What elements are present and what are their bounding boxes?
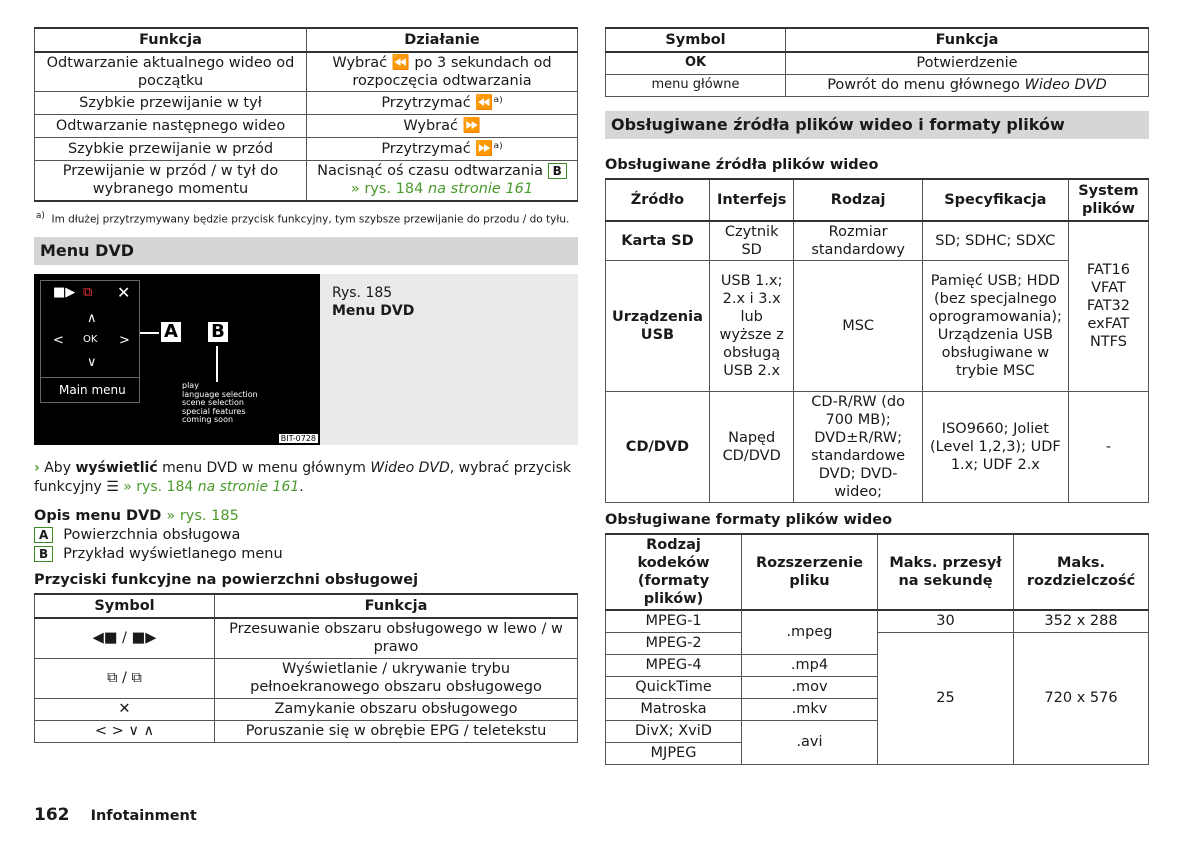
menu-symbol: menu główne	[606, 74, 786, 96]
description-title: Opis menu DVD	[34, 508, 162, 524]
callout-line-a	[140, 332, 160, 334]
table-cell: CD/DVD	[606, 392, 710, 503]
bullet-icon: ›	[34, 460, 40, 476]
symbol-cell: ◀■ / ■▶	[35, 618, 215, 658]
buttons-heading: Przyciski funkcyjne na powierzchni obsługowej	[34, 572, 419, 588]
dvd-menu-item: special features	[182, 406, 246, 416]
list-item	[34, 527, 578, 543]
description-heading	[34, 508, 578, 524]
symbol-cell: ✕	[35, 698, 215, 720]
table-cell: Rozmiar standardowy	[794, 221, 922, 261]
col-header-filesystem: System plików	[1068, 179, 1148, 221]
codec-cell: MJPEG	[606, 742, 742, 764]
control-panel	[40, 280, 140, 403]
symbol-cell: ⧉ / ⧉	[35, 658, 215, 698]
symbol-table	[605, 27, 1149, 97]
figure-caption	[320, 274, 578, 445]
table-cell: Czytnik SD	[709, 221, 794, 261]
list-item-text: Przykład wyświetlanego menu	[63, 546, 283, 562]
text: menu DVD w menu głównym	[157, 460, 371, 476]
text-italic: Wideo DVD	[1024, 77, 1107, 93]
text: Potwierdzenie	[916, 55, 1018, 72]
col-header-resolution: Maks. rozdzielczość	[1014, 534, 1149, 610]
table-cell: Szybkie przewijanie w przód	[35, 138, 307, 161]
sources-heading: Obsługiwane źródła plików wideo	[605, 156, 879, 173]
table-cell: Napęd CD/DVD	[709, 392, 794, 503]
dvd-menu-item: scene selection	[182, 398, 244, 407]
figure-link[interactable]: » rys. 185	[166, 508, 239, 524]
col-header-spec: Specyfikacja	[922, 179, 1068, 221]
symbol-cell: < > ∨ ∧	[35, 720, 215, 742]
arrow-up-icon: ∧	[87, 311, 97, 326]
label-b-box: B	[34, 546, 53, 562]
table-cell: FAT16 VFAT FAT32 exFAT NTFS	[1068, 221, 1148, 392]
table-cell: Przytrzymać ⏩ᵃ⁾	[307, 138, 578, 161]
table-cell: Poruszanie się w obrębie EPG / teletekstu	[215, 720, 578, 742]
text-italic: Wideo DVD	[370, 460, 450, 476]
table-cell: SD; SDHC; SDXC	[922, 221, 1068, 261]
table-cell: Szybkie przewijanie w tył	[35, 92, 307, 115]
col-header-source: Źródło	[606, 179, 710, 221]
codec-cell: MPEG-4	[606, 654, 742, 676]
playback-table	[34, 27, 578, 202]
label-b-box: B	[548, 163, 567, 179]
table-cell: Wybrać ⏩	[307, 115, 578, 138]
table-cell: Odtwarzanie aktualnego wideo od początku	[35, 52, 307, 92]
figure-link[interactable]: » rys. 184	[123, 479, 194, 495]
image-code: BIT-0728	[280, 434, 316, 443]
text: .	[299, 479, 304, 495]
dvd-menu-item: play	[182, 381, 199, 390]
table-cell: MSC	[794, 261, 922, 392]
table-cell	[307, 161, 578, 201]
right-column	[605, 27, 1149, 765]
figure-link[interactable]: » rys. 184	[350, 181, 424, 198]
instruction-paragraph	[34, 459, 578, 497]
text-bold: wyświetlić	[75, 460, 158, 476]
arrow-left-icon: <	[53, 333, 64, 348]
formats-table	[605, 533, 1149, 765]
table-cell: Przytrzymać ⏪ᵃ⁾	[307, 92, 578, 115]
figure-185	[34, 274, 578, 445]
col-header-interface: Interfejs	[709, 179, 794, 221]
menu-list-icon: ☰	[106, 479, 119, 495]
page-footer	[34, 805, 197, 825]
figure-title: Menu DVD	[332, 303, 415, 319]
table-cell: Przesuwanie obszaru obsługowego w lewo / w prawo	[215, 618, 578, 658]
ok-symbol: OK	[606, 52, 786, 74]
col-header-function: Funkcja	[215, 594, 578, 618]
table-cell: .avi	[742, 720, 878, 764]
arrow-down-icon: ∨	[87, 355, 97, 370]
table-cell	[786, 52, 1149, 74]
table-cell: Wybrać ⏪ po 3 sekundach od rozpoczęcia odtwarzania	[307, 52, 578, 92]
text: , wybrać przycisk funkcyjny	[34, 460, 572, 495]
dvd-menu-item: language selection	[182, 389, 258, 399]
main-menu-label: Main menu	[59, 383, 126, 397]
dvd-menu-item: coming soon	[182, 415, 234, 424]
arrow-right-icon: >	[119, 333, 130, 348]
footnote-marker: a)	[36, 210, 45, 221]
table-cell: -	[1068, 392, 1148, 503]
callout-line-b	[216, 346, 218, 382]
cell-text: Nacisnąć oś czasu odtwarzania	[317, 163, 544, 180]
codec-cell: QuickTime	[606, 676, 742, 698]
figure-number: Rys. 185	[332, 285, 393, 301]
col-header-fps: Maks. przesył na sekundę	[878, 534, 1014, 610]
sources-table	[605, 178, 1149, 504]
footnote	[34, 211, 578, 226]
table-cell: 25	[878, 632, 1014, 764]
table-cell: ISO9660; Joliet (Level 1,2,3); UDF 1.x; UDF 2.x	[922, 392, 1068, 503]
page-link[interactable]: na stronie 161	[427, 181, 534, 198]
table-cell: Odtwarzanie następnego wideo	[35, 115, 307, 138]
col-header-symbol: Symbol	[35, 594, 215, 618]
table-cell: 352 x 288	[1014, 610, 1149, 632]
formats-heading: Obsługiwane formaty plików wideo	[605, 512, 893, 528]
table-cell: .mpeg	[742, 610, 878, 654]
col-header-type: Rodzaj	[794, 179, 922, 221]
table-cell: CD-R/RW (do 700 MB); DVD±R/RW; standardowe DVD; DVD-wideo;	[794, 392, 922, 503]
section-title-menu-dvd: Menu DVD	[34, 237, 578, 265]
left-column	[34, 27, 578, 743]
footnote-text: Im dłużej przytrzymywany będzie przycisk funkcyjny, tym szybsze przewijanie do przodu / do tyłu.	[51, 213, 570, 225]
label-a: A	[159, 320, 183, 344]
fullscreen-icon: ⧉	[83, 285, 93, 300]
table-cell: Karta SD	[606, 221, 710, 261]
table-cell: .mov	[742, 676, 878, 698]
table-cell	[786, 74, 1149, 96]
table-cell: Zamykanie obszaru obsługowego	[215, 698, 578, 720]
table-cell: Wyświetlanie / ukrywanie trybu pełnoekranowego obszaru obsługowego	[215, 658, 578, 698]
col-header-action: Działanie	[307, 28, 578, 52]
footer-title: Infotainment	[90, 808, 197, 824]
col-header-symbol: Symbol	[606, 28, 786, 52]
close-icon: ✕	[117, 283, 131, 302]
table-cell: Urządzenia USB	[606, 261, 710, 392]
col-header-codec: Rodzaj kodeków (formaty plików)	[606, 534, 742, 610]
label-a-box: A	[34, 527, 53, 543]
buttons-table	[34, 593, 578, 743]
page-link[interactable]: na stronie 161	[197, 479, 300, 495]
table-cell: .mkv	[742, 698, 878, 720]
codec-cell: Matroska	[606, 698, 742, 720]
dvd-menu-list	[182, 382, 258, 425]
codec-cell: MPEG-2	[606, 632, 742, 654]
list-item	[34, 546, 578, 562]
table-cell: USB 1.x; 2.x i 3.x lub wyższe z obsługą USB 2.x	[709, 261, 794, 392]
col-header-extension: Rozszerzenie pliku	[742, 534, 878, 610]
table-cell: 30	[878, 610, 1014, 632]
table-cell: 720 x 576	[1014, 632, 1149, 764]
codec-cell: DivX; XviD	[606, 720, 742, 742]
codec-cell: MPEG-1	[606, 610, 742, 632]
list-item-text: Powierzchnia obsługowa	[63, 527, 241, 543]
divider	[41, 377, 139, 378]
table-cell: .mp4	[742, 654, 878, 676]
col-header-function: Funkcja	[35, 28, 307, 52]
label-b: B	[206, 320, 230, 344]
section-title-video-sources: Obsługiwane źródła plików wideo i formaty plików	[605, 111, 1149, 139]
move-panel-icon: ■▶	[53, 285, 76, 300]
page-number: 162	[34, 805, 70, 825]
table-cell: Pamięć USB; HDD (bez specjalnego oprogramowania); Urządzenia USB obsługiwane w trybie MSC	[922, 261, 1068, 392]
ok-label: OK	[83, 334, 98, 345]
text: Aby	[44, 460, 76, 476]
col-header-function: Funkcja	[786, 28, 1149, 52]
table-cell: Przewijanie w przód / w tył do wybranego momentu	[35, 161, 307, 201]
text: Powrót do menu głównego	[827, 77, 1025, 93]
dvd-screen-image	[34, 274, 320, 445]
